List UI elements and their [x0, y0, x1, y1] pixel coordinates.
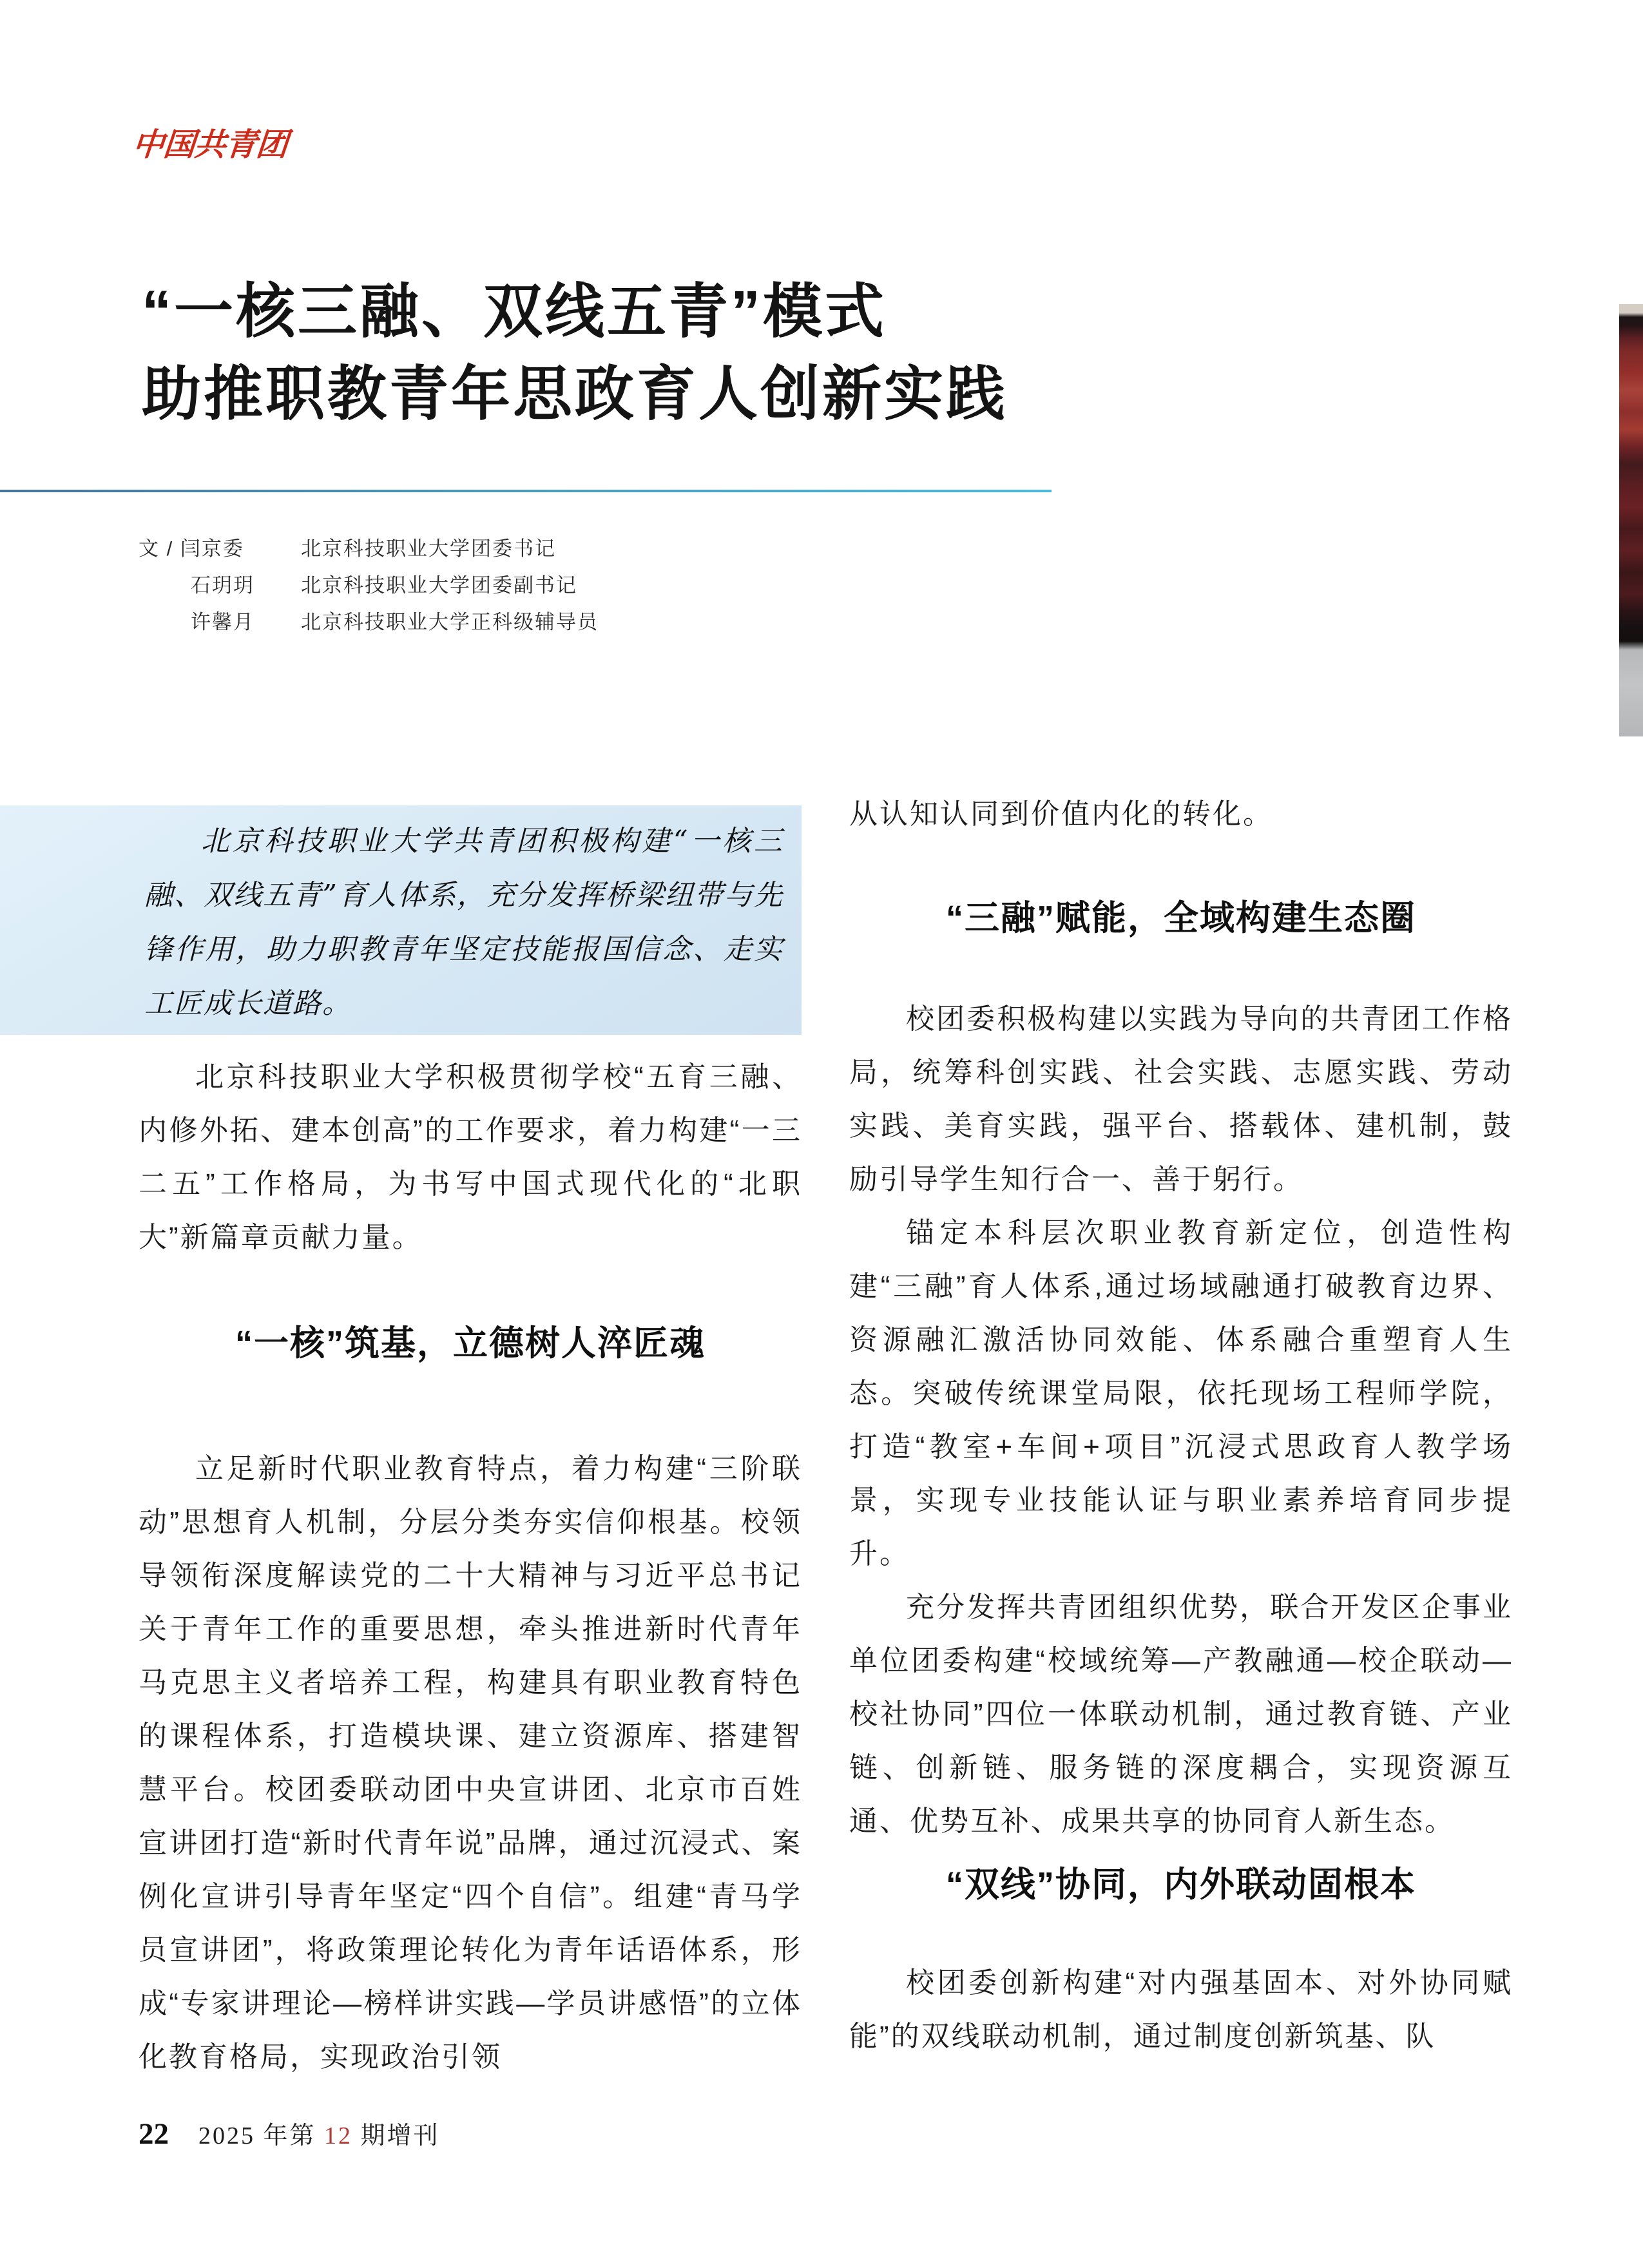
issue-suffix: 期增刊 [352, 2122, 440, 2149]
paragraph: 校团委创新构建“对内强基固本、对外协同赋能”的双线联动机制，通过制度创新筑基、队 [849, 1967, 1513, 2052]
abstract-text: 北京科技职业大学共青团积极构建“一核三融、双线五青”育人体系，充分发挥桥梁纽带与先锋作用，助力职教青年坚定技能报国信念、走实工匠成长道路。 [144, 825, 783, 1020]
left-column-intro-paragraph [139, 1050, 802, 1264]
issue-number: 12 [324, 2122, 353, 2149]
paragraph: 充分发挥共青团组织优势，联合开发区企事业单位团委构建“校域统筹—产教融通—校企联动—校社协同”四位一体联动机制，通过教育链、产业链、创新链、服务链的深度耦合，实现资源互通、优势互补、成果共享的协同育人新生态。 [849, 1591, 1513, 1837]
issue-prefix: 2025 年第 [198, 2122, 325, 2149]
author-row [139, 528, 599, 565]
article-title-line2: 助推职教青年思政育人创新实践 [142, 361, 1008, 427]
author-name: 许馨月 [191, 611, 255, 633]
paragraph: 锚定本科层次职业教育新定位，创造性构建“三融”育人体系,通过场域融通打破教育边界、资源融汇激活协同效能、体系融合重塑育人生态。突破传统课堂局限，依托现场工程师学院，打造“教室+车间+项目”沉浸式思政育人教学场景，实现专业技能认证与职业素养培育同步提升。 [849, 1217, 1513, 1570]
edge-photo-strip [1619, 304, 1643, 736]
right-column-body-paragraphs [849, 992, 1513, 1848]
masthead-logo: 中国共青团 [131, 126, 289, 163]
article-title [142, 271, 1008, 436]
article-title-line1: “一核三融、双线五青”模式 [142, 279, 887, 345]
author-role: 北京科技职业大学正科级辅导员 [301, 611, 599, 633]
section-heading-yihe: “一核”筑基，立德树人淬匠魂 [235, 1324, 706, 1363]
paragraph: 从认知认同到价值内化的转化。 [849, 798, 1273, 830]
right-column-carryover-line [849, 787, 1513, 841]
section-heading-shuangxian: “双线”协同，内外联动固根本 [946, 1865, 1416, 1904]
section-heading-sanrong: “三融”赋能，全域构建生态圈 [946, 899, 1416, 937]
paragraph: 校团委积极构建以实践为导向的共青团工作格局，统筹科创实践、社会实践、志愿实践、劳动实践、美育实践，强平台、搭载体、建机制，鼓励引导学生知行合一、善于躬行。 [849, 1003, 1513, 1195]
author-row [139, 565, 599, 602]
left-column-body-paragraph [139, 1442, 802, 2084]
author-row [139, 602, 599, 639]
right-column-closing-paragraph [849, 1956, 1513, 2063]
abstract-callout-box [0, 805, 802, 1035]
author-role: 北京科技职业大学团委副书记 [301, 574, 577, 597]
paragraph: 北京科技职业大学积极贯彻学校“五育三融、内修外拓、建本创高”的工作要求，着力构建“一三二五”工作格局，为书写中国式现代化的“北职大”新篇章贡献力量。 [139, 1061, 802, 1253]
page-number: 22 [139, 2117, 169, 2151]
page-footer [139, 2115, 440, 2151]
issue-line [198, 2115, 440, 2151]
title-divider-rule [0, 490, 1052, 492]
author-role: 北京科技职业大学团委书记 [301, 537, 556, 560]
paragraph: 立足新时代职业教育特点，着力构建“三阶联动”思想育人机制，分层分类夯实信仰根基。校领导领衔深度解读党的二十大精神与习近平总书记关于青年工作的重要思想，牵头推进新时代青年马克思主义者培养工程，构建具有职业教育特色的课程体系，打造模块课、建立资源库、搭建智慧平台。校团委联动团中央宣讲团、北京市百姓宣讲团打造“新时代青年说”品牌，通过沉浸式、案例化宣讲引导青年坚定“四个自信”。组建“青马学员宣讲团”，将政策理论转化为青年话语体系，形成“专家讲理论—榜样讲实践—学员讲感悟”的立体化教育格局，实现政治引领 [139, 1453, 802, 2073]
author-block [139, 528, 599, 639]
author-name: 石玥玥 [191, 574, 255, 597]
author-name: 文 / 闫京委 [139, 537, 244, 560]
